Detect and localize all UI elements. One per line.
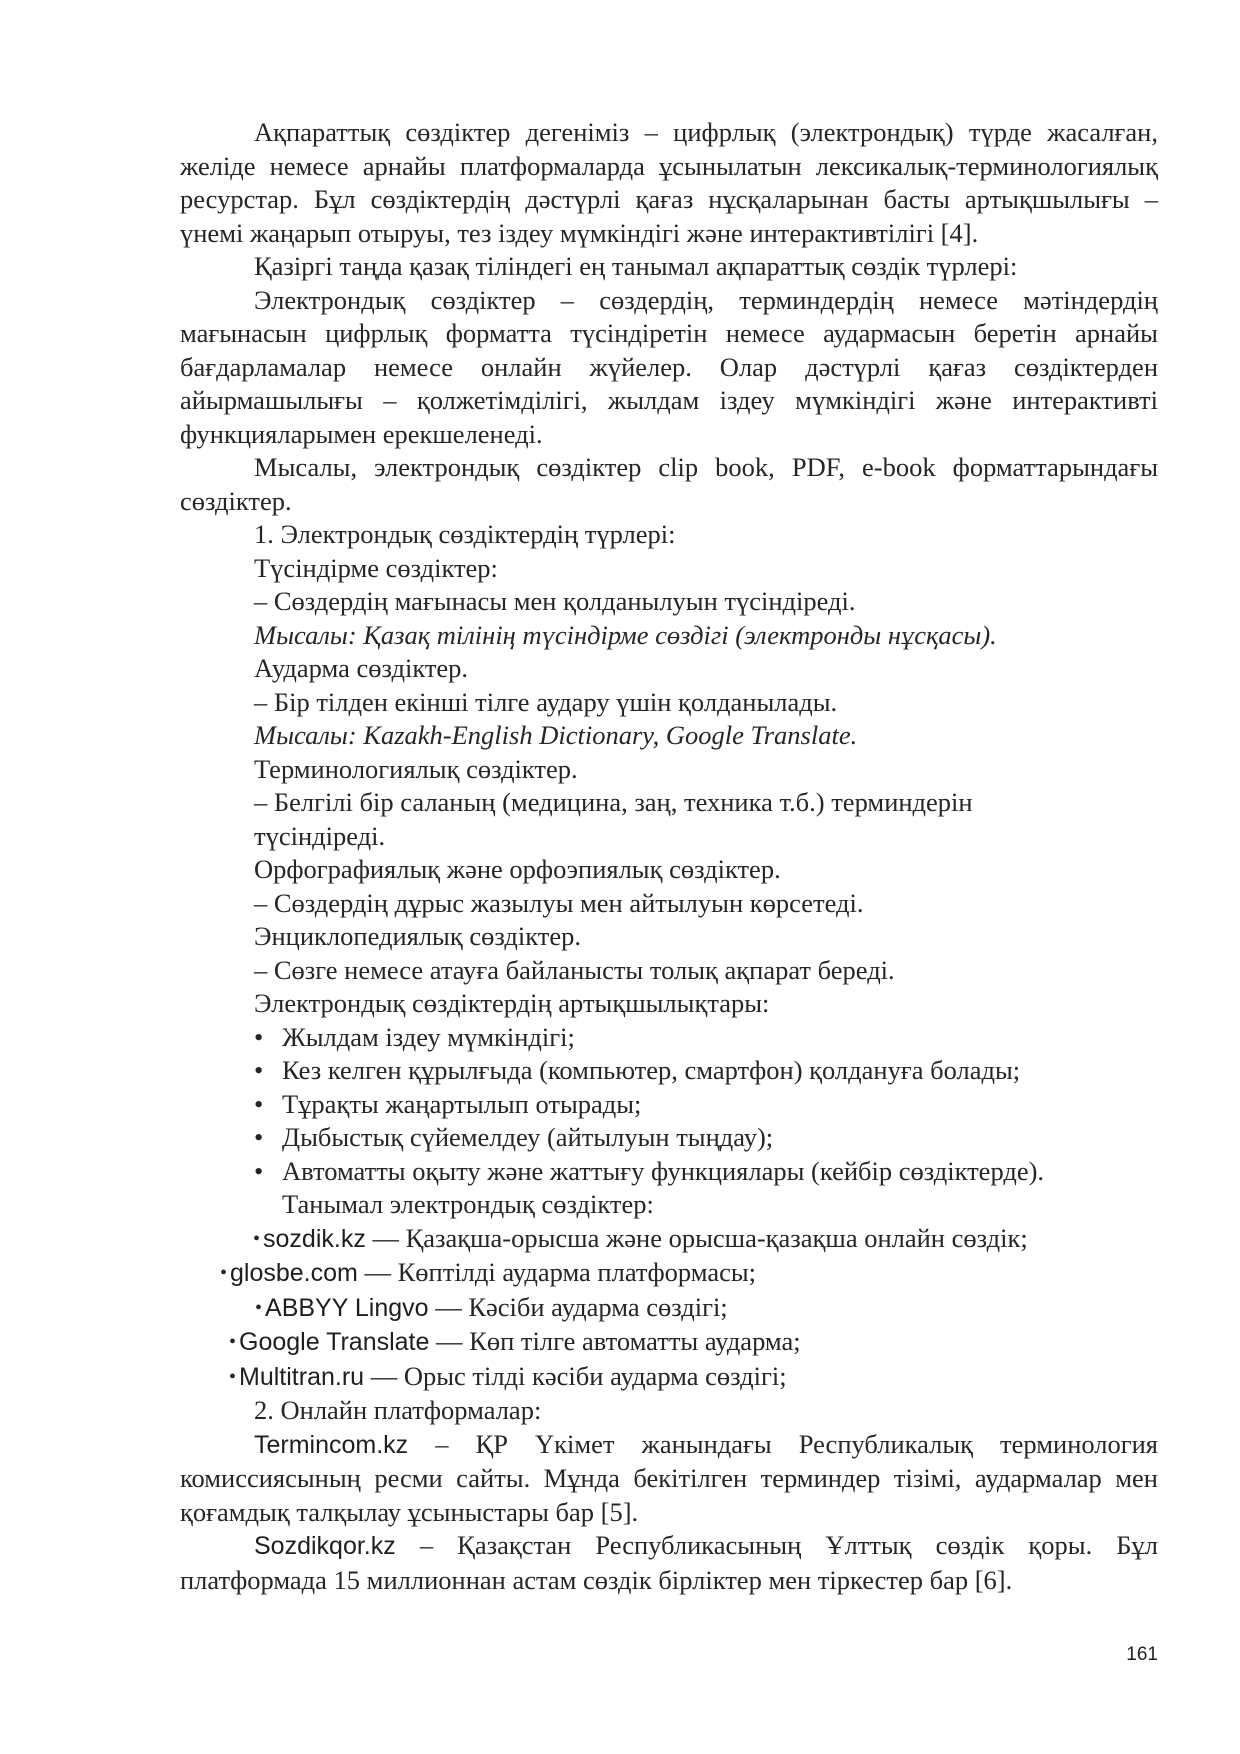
type-name: Терминологиялық сөздіктер. <box>254 753 578 784</box>
bullet-icon: • <box>220 1262 228 1284</box>
type-description: – Бір тілден екінші тілге аудару үшін қолданылады. <box>254 686 838 717</box>
type-name: Энциклопедиялық сөздіктер. <box>254 921 581 951</box>
list-item <box>180 1291 1158 1326</box>
website-name: glosbe.com <box>230 1259 358 1287</box>
paragraph-example: Мысалы, электрондық сөздіктер clip book, PDF, e-book форматтарындағы сөздіктер. <box>180 452 1158 516</box>
list-item <box>180 1325 1158 1360</box>
type-description: – Сөздердің мағынасы мен қолданылуын түсіндіреді. <box>254 586 856 616</box>
website-name: Sozdikqor.kz <box>254 1532 396 1560</box>
list-item <box>180 1256 1158 1291</box>
paragraph-types-intro: Қазіргі таңда қазақ тіліндегі ең танымал ақпараттық сөздік түрлері: <box>254 251 1018 281</box>
paragraph-intro: Ақпараттық сөздіктер дегеніміз – цифрлық (электрондық) түрде жасалған, желіде немесе арнайы платформаларда ұсынылатын лексикалық-терминологиялық ресурстар. Бұл сөздіктердің дәстүрлі қағаз нұсқаларынан басты артықшылығы – үнемі жаңарып отыруы, тез іздеу мүмкіндігі және интерактивтілігі [4]. <box>180 117 1158 248</box>
paragraph-electronic-definition: Электрондық сөздіктер – сөздердің, терминдердің немесе мәтіндердің мағынасын цифрлық форматта түсіндіретін немесе аудармасын беретін арнайы бағдарламалар немесе онлайн жүйелер. Олар дәстүрлі қағаз сөздіктерден айырмашылығы – қолжетімділігі, жылдам іздеу мүмкіндігі және интерактивті функцияларымен ерекшеленеді. <box>180 284 1158 449</box>
website-description: — Орыс тілді кәсіби аударма сөздігі; <box>364 1360 787 1391</box>
advantages-heading: Электрондық сөздіктердің артықшылықтары: <box>254 988 770 1018</box>
section-heading-platforms: 2. Онлайн платформалар: <box>254 1395 542 1425</box>
website-description: — Көп тілге автоматты аударма; <box>429 1326 801 1356</box>
bullet-icon: • <box>253 1227 261 1250</box>
list-item <box>180 1222 1158 1257</box>
bullet-icon: • <box>254 1122 264 1152</box>
section-heading-types: 1. Электрондық сөздіктердің түрлері: <box>254 519 676 549</box>
list-item: • Дыбыстық сүйемелдеу (айтылуын тыңдау); <box>254 1121 1158 1155</box>
document-page <box>180 116 1158 1597</box>
list-item: • Жылдам іздеу мүмкіндігі; <box>254 1021 1158 1055</box>
type-name: Орфографиялық және орфоэпиялық сөздіктер. <box>254 854 781 884</box>
list-item: • Тұрақты жаңартылып отырады; <box>254 1088 1158 1122</box>
website-name: sozdik.kz <box>263 1224 366 1253</box>
website-description: — Кәсіби аударма сөздігі; <box>428 1291 728 1322</box>
website-name: Multitran.ru <box>239 1362 365 1391</box>
bullet-icon: • <box>254 1088 264 1119</box>
website-description: — Қазақша-орысша және орысша-қазақша онлайн сөздік; <box>365 1222 1028 1253</box>
list-item: • Автоматты оқыту және жаттығу функциялары (кейбір сөздіктерде). <box>254 1155 1158 1189</box>
website-name: Termincom.kz <box>254 1430 409 1459</box>
popular-heading: Танымал электрондық сөздіктер: <box>282 1189 654 1219</box>
type-example: Мысалы: Қазақ тілінің түсіндірме сөздігі (электронды нұсқасы). <box>254 619 997 650</box>
paragraph-sozdikqor: Sozdikqor.kz – Қазақстан Республикасының Ұлттық сөздік қоры. Бұл платформада 15 миллионнан астам сөздік бірліктер мен тіркестер бар [6]. <box>180 1530 1158 1595</box>
type-example: Мысалы: Kazakh-English Dictionary, Google Translate. <box>254 720 858 750</box>
type-name: Түсіндірме сөздіктер: <box>254 552 498 583</box>
type-description: – Сөздердің дұрыс жазылуы мен айтылуын көрсетеді. <box>254 887 864 918</box>
advantages-list <box>180 1021 1158 1189</box>
bullet-icon: • <box>255 1296 263 1319</box>
website-name: ABBYY Lingvo <box>265 1293 429 1322</box>
bullet-icon: • <box>229 1365 237 1388</box>
list-item: • Кез келген құрылғыда (компьютер, смартфон) қолдануға болады; <box>254 1054 1158 1088</box>
website-description: — Көптілді аударма платформасы; <box>357 1257 757 1287</box>
bullet-icon: • <box>254 1055 264 1085</box>
bullet-icon: • <box>229 1331 237 1353</box>
list-item <box>180 1360 1158 1395</box>
type-description: – Сөзге немесе атауға байланысты толық ақпарат береді. <box>254 954 895 985</box>
type-name: Аударма сөздіктер. <box>254 653 469 683</box>
bullet-icon: • <box>254 1021 264 1052</box>
bullet-icon: • <box>254 1155 264 1186</box>
page-number: 161 <box>1126 1644 1158 1665</box>
paragraph-termincom: Termincom.kz – ҚР Үкімет жанындағы Республикалық терминология комиссиясының ресми сайты. Мұнда бекітілген терминдер тізімі, аудармалар мен қоғамдық талқылау ұсыныстары бар [5]. <box>180 1428 1158 1527</box>
type-description: – Белгілі бір саланың (медицина, заң, техника т.б.) терминдерін түсіндіреді. <box>254 787 973 851</box>
website-name: Google Translate <box>239 1328 430 1356</box>
